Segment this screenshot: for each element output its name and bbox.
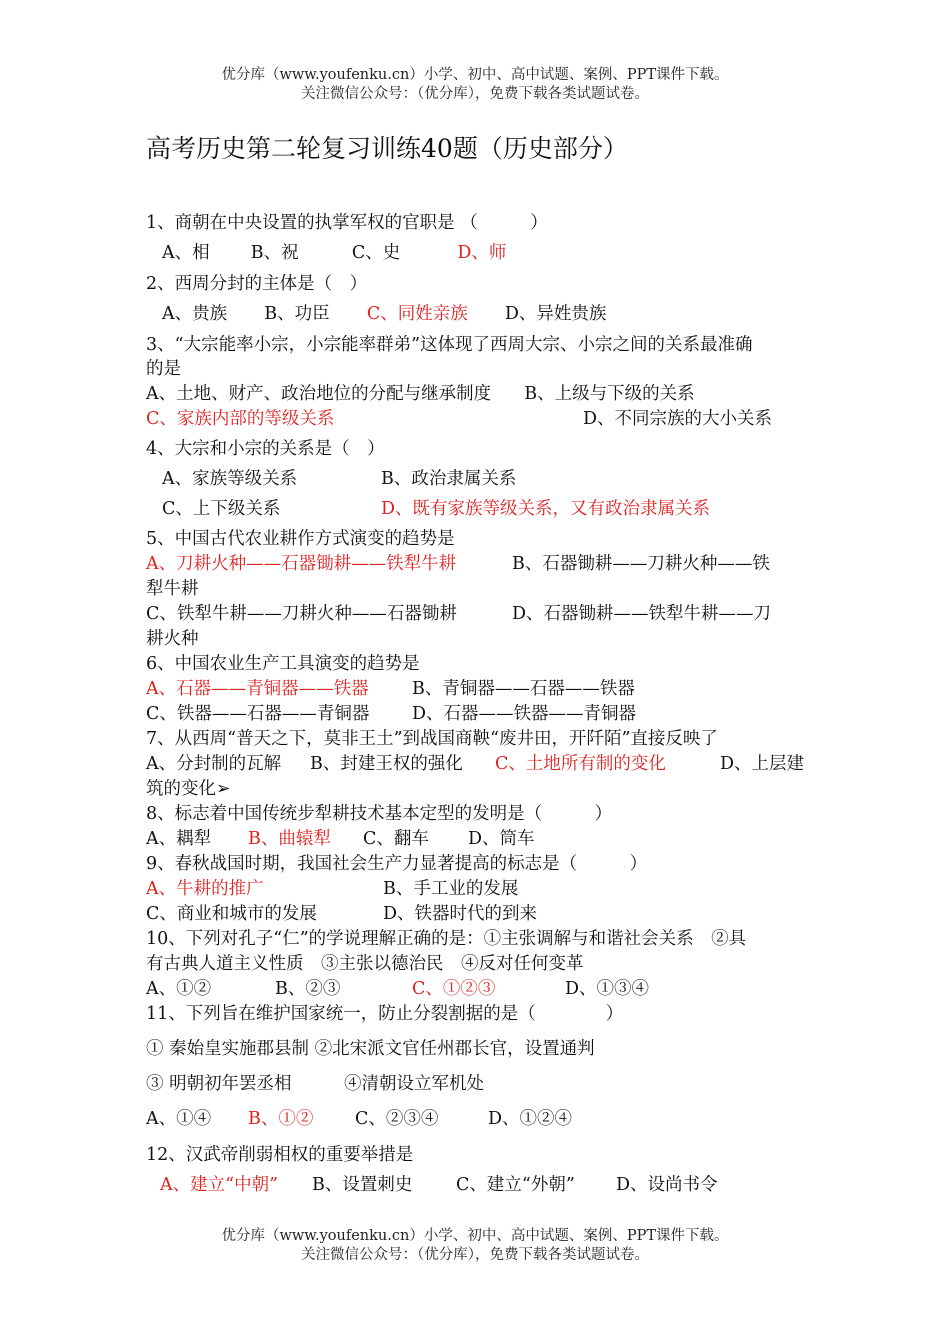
question-7-option-a: A、分封制的瓦解 xyxy=(146,754,282,774)
option: C、同姓亲族 xyxy=(366,304,468,324)
question-5-option-b: B、石器锄耕——刀耕火种——铁 xyxy=(512,554,770,574)
question-7-option-b: B、封建王权的强化 xyxy=(310,754,463,774)
question-11: 11、下列旨在维护国家统一，防止分裂割据的是（ ） xyxy=(146,1004,624,1024)
question-10-option-c: C、①②③ xyxy=(412,979,496,999)
question-5-option-d: D、石器锄耕——铁犁牛耕——刀 xyxy=(512,604,772,624)
option: B、祝 xyxy=(250,243,299,263)
option: A、相 xyxy=(162,243,210,263)
question-10: 10、下列对孔子“仁”的学说理解正确的是：①主张调解与和谐社会关系 ②具 xyxy=(146,929,747,949)
option: D、异姓贵族 xyxy=(504,304,607,324)
question-7-option-d-cont: 筑的变化➢ xyxy=(146,779,231,799)
question-6-option-c: C、铁器——石器——青铜器 xyxy=(146,704,370,724)
question-11-option-b: B、①② xyxy=(248,1109,314,1129)
question-7-option-c: C、土地所有制的变化 xyxy=(495,754,666,774)
question-12-option-d: D、设尚书令 xyxy=(616,1175,718,1195)
question-9-option-d: D、铁器时代的到来 xyxy=(383,904,538,924)
option: B、功臣 xyxy=(264,304,330,324)
question-10-option-d: D、①③④ xyxy=(565,979,650,999)
question-1: 1、商朝在中央设置的执掌军权的官职是 （ ） xyxy=(146,213,548,233)
question-12-option-a: A、建立“中朝” xyxy=(160,1175,279,1195)
question-5-option-b-cont: 犁牛耕 xyxy=(146,579,199,599)
footer-line-2: 关注微信公众号：（优分库），免费下载各类试题试卷。 xyxy=(301,1247,649,1263)
header-line-1: 优分库（www.youfenku.cn）小学、初中、高中试题、案例、PPT课件下载。 xyxy=(221,67,729,83)
question-6-option-a: A、石器——青铜器——铁器 xyxy=(146,679,369,699)
question-4-option-b: B、政治隶属关系 xyxy=(381,469,517,489)
question-3: 3、“大宗能率小宗，小宗能率群弟”这体现了西周大宗、小宗之间的关系最准确 xyxy=(146,335,753,355)
question-4-option-d: D、既有家族等级关系，又有政治隶属关系 xyxy=(381,499,711,519)
question-5-option-c: C、铁犁牛耕——刀耕火种——石器锄耕 xyxy=(146,604,457,624)
question-9-option-a: A、牛耕的推广 xyxy=(146,879,264,899)
option: A、贵族 xyxy=(162,304,228,324)
option: C、史 xyxy=(351,243,401,263)
question-12-option-b: B、设置刺史 xyxy=(312,1175,413,1195)
option: A、土地、财产、政治地位的分配与继承制度 xyxy=(146,384,492,404)
question-4-option-c: C、上下级关系 xyxy=(162,499,281,519)
question-9-option-c: C、商业和城市的发展 xyxy=(146,904,317,924)
question-3-options-row-2 xyxy=(146,407,334,432)
question-10-cont: 有古典人道主义性质 ③主张以德治民 ④反对任何变革 xyxy=(146,954,584,974)
question-9: 9、春秋战国时期，我国社会生产力显著提高的标志是（ ） xyxy=(146,854,648,874)
question-8-option-b: B、曲辕犁 xyxy=(248,829,331,849)
question-9-option-b: B、手工业的发展 xyxy=(383,879,519,899)
question-12-option-c: C、建立“外朝” xyxy=(456,1175,575,1195)
option: D、师 xyxy=(457,243,507,263)
question-10-option-a: A、①② xyxy=(146,979,212,999)
page-header xyxy=(0,66,950,104)
question-5-option-d-cont: 耕火种 xyxy=(146,629,199,649)
question-7-option-d: D、上层建 xyxy=(720,754,805,774)
question-4-option-a: A、家族等级关系 xyxy=(162,469,298,489)
question-11-statements-1: ① 秦始皇实施郡县制 ②北宋派文官任州郡长官，设置通判 xyxy=(146,1039,595,1059)
question-3-cont: 的是 xyxy=(146,359,181,379)
question-11-statements-2: ③ 明朝初年罢丞相 ④清朝设立军机处 xyxy=(146,1074,485,1094)
question-1-options xyxy=(162,241,506,266)
question-3-option-d: D、不同宗族的大小关系 xyxy=(583,409,773,429)
question-12: 12、汉武帝削弱相权的重要举措是 xyxy=(146,1145,414,1165)
question-8-option-c: C、翻车 xyxy=(363,829,429,849)
header-line-2: 关注微信公众号：（优分库），免费下载各类试题试卷。 xyxy=(301,86,649,102)
question-5: 5、中国古代农业耕作方式演变的趋势是 xyxy=(146,529,455,549)
page-title: 高考历史第二轮复习训练40题（历史部分） xyxy=(146,134,628,163)
question-3-options-row-1 xyxy=(146,382,695,407)
question-10-option-b: B、②③ xyxy=(275,979,341,999)
question-2: 2、西周分封的主体是（ ） xyxy=(146,274,368,294)
question-6-option-d: D、石器——铁器——青铜器 xyxy=(412,704,637,724)
question-8-option-a: A、耦犁 xyxy=(146,829,212,849)
question-11-option-c: C、②③④ xyxy=(355,1109,439,1129)
question-5-option-a: A、刀耕火种——石器锄耕——铁犁牛耕 xyxy=(146,554,457,574)
question-4: 4、大宗和小宗的关系是（ ） xyxy=(146,439,385,459)
question-8-option-d: D、筒车 xyxy=(468,829,535,849)
question-11-option-a: A、①④ xyxy=(146,1109,212,1129)
option: C、家族内部的等级关系 xyxy=(146,409,335,429)
question-2-options xyxy=(162,302,606,327)
question-11-option-d: D、①②④ xyxy=(488,1109,573,1129)
footer-line-1: 优分库（www.youfenku.cn）小学、初中、高中试题、案例、PPT课件下载。 xyxy=(221,1228,729,1244)
page-footer xyxy=(0,1227,950,1265)
question-8: 8、标志着中国传统步犁耕技术基本定型的发明是（ ） xyxy=(146,804,613,824)
question-6-option-b: B、青铜器——石器——铁器 xyxy=(412,679,635,699)
question-6: 6、中国农业生产工具演变的趋势是 xyxy=(146,654,420,674)
question-7: 7、从西周“普天之下，莫非王土”到战国商鞅“废井田，开阡陌”直接反映了 xyxy=(146,729,718,749)
option: B、上级与下级的关系 xyxy=(524,384,695,404)
